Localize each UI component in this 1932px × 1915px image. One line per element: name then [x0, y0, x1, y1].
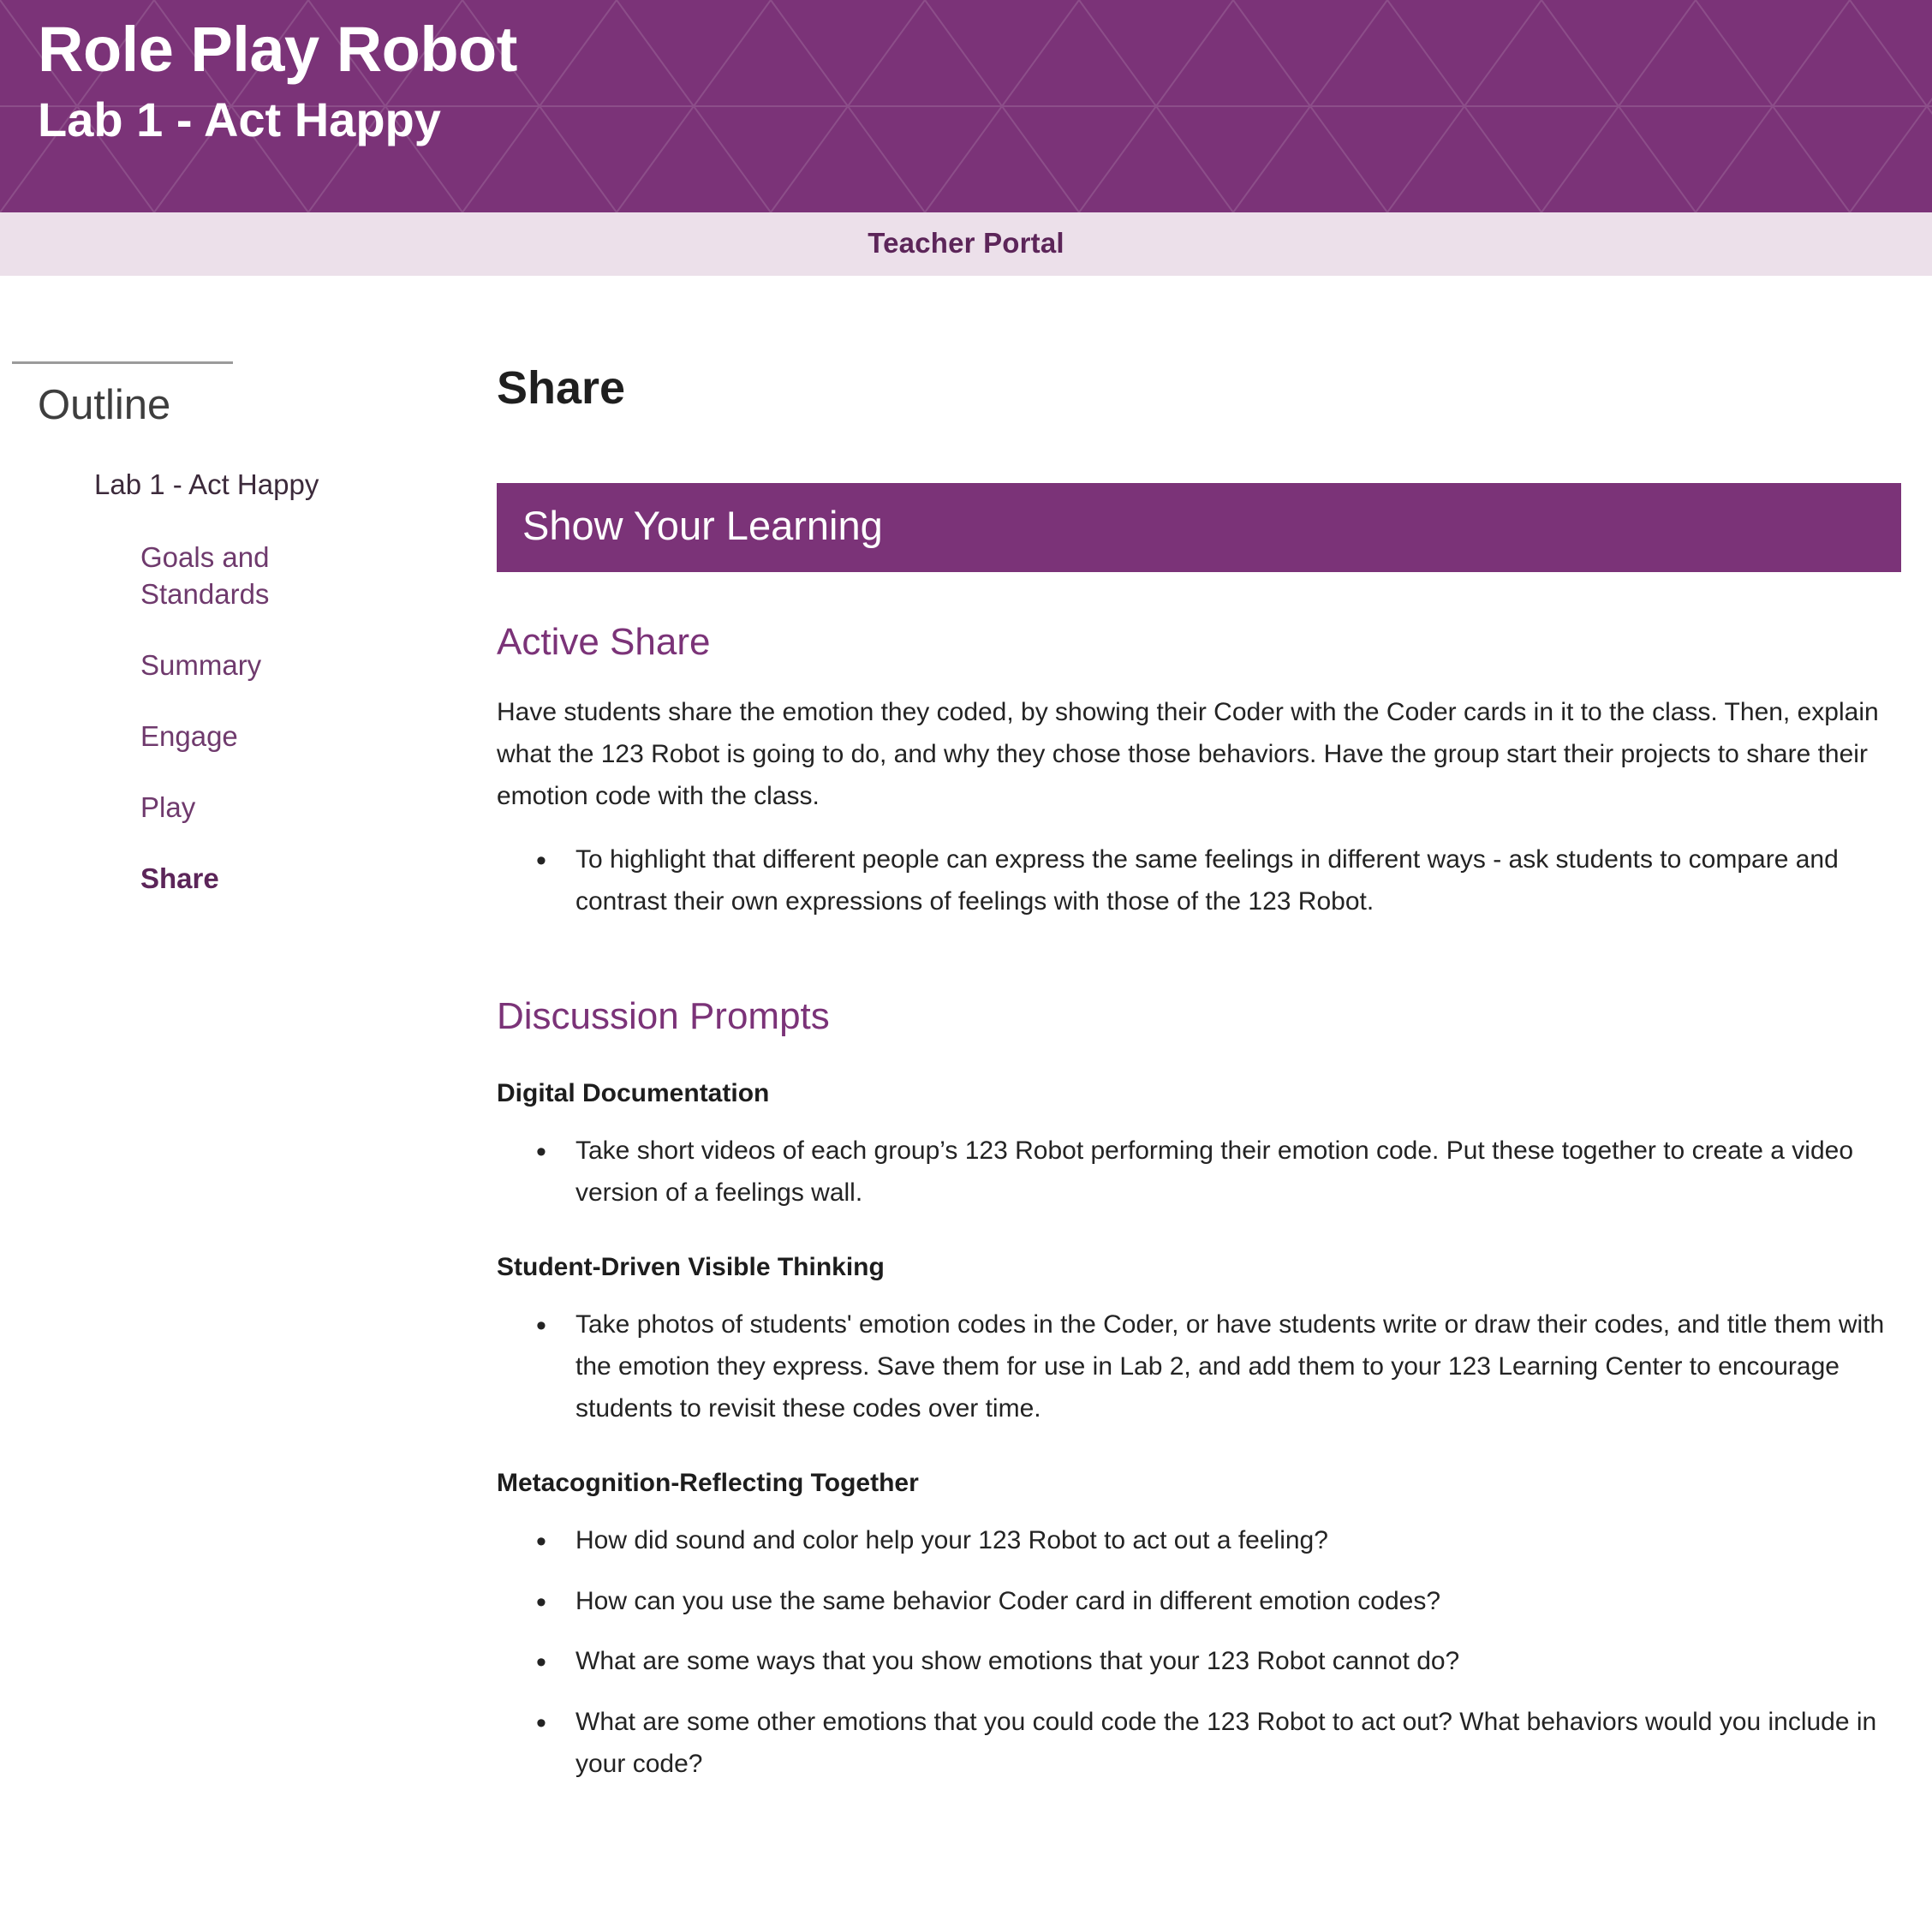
list-item: • Take short videos of each group’s 123 Robot performing their emotion code. Put these together to create a video version of a feelings wall.: [575, 1131, 1901, 1214]
list-item: • What are some ways that you show emotions that your 123 Robot cannot do?: [575, 1641, 1901, 1683]
active-share-paragraph: Have students share the emotion they coded, by showing their Coder with the Coder cards in it to the class. Then, explain what the 123 Robot is going to do, and why they chose those behaviors. Have the group start their projects to share their emotion code with the class.: [497, 698, 1879, 810]
sidebar-item-engage[interactable]: Engage: [140, 719, 238, 752]
prompt-group-student-driven-visible-thinking: [497, 1253, 1901, 1429]
list-item: • What are some other emotions that you could code the 123 Robot to act out? What behaviors would you include in your code?: [575, 1702, 1901, 1785]
active-share-heading: Active Share: [497, 620, 711, 663]
discussion-prompts-heading: Discussion Prompts: [497, 995, 830, 1038]
list-item: • How did sound and color help your 123 Robot to act out a feeling?: [575, 1520, 1901, 1562]
page-body: [0, 276, 1932, 1804]
prompt-subheading: Digital Documentation: [497, 1079, 770, 1108]
list-item: • To highlight that different people can express the same feelings in different ways - ask students to compare and contrast their own expressions of feelings with those of the 123 Robot.: [575, 839, 1901, 922]
sidebar-item-lab-1[interactable]: Lab 1 - Act Happy: [94, 468, 319, 500]
main-content: [497, 361, 1901, 1804]
list-item: • Take photos of students' emotion codes in the Coder, or have students write or draw their codes, and title them with the emotion they express. Save them for use in Lab 2, and add them to your 123 Learning Center to encourage students to revisit these codes over time.: [575, 1304, 1901, 1429]
page-header: [0, 0, 1932, 212]
outline-heading: Outline: [38, 382, 171, 428]
lab-subtitle: Lab 1 - Act Happy: [38, 92, 441, 147]
sidebar-item-play[interactable]: Play: [140, 790, 196, 823]
outline-list: [12, 467, 497, 898]
prompt-bullets: [497, 1304, 1901, 1429]
sidebar-item-summary[interactable]: Summary: [140, 648, 262, 681]
list-item: • How can you use the same behavior Coder card in different emotion codes?: [575, 1581, 1901, 1623]
active-share-bullets: [497, 839, 1901, 922]
sidebar-item-goals-and-standards[interactable]: Goals and Standards: [140, 541, 270, 611]
prompt-group-digital-documentation: [497, 1079, 1901, 1214]
outline-sidebar: [0, 361, 497, 931]
content-title: Share: [497, 362, 626, 414]
prompt-subheading: Metacognition-Reflecting Together: [497, 1469, 919, 1498]
prompt-bullets: [497, 1131, 1901, 1214]
sidebar-item-share[interactable]: Share: [140, 862, 219, 894]
page-title: Role Play Robot: [38, 14, 517, 85]
prompt-subheading: Student-Driven Visible Thinking: [497, 1253, 885, 1282]
prompt-group-metacognition-reflecting-together: [497, 1469, 1901, 1785]
show-your-learning-banner: Show Your Learning: [497, 483, 1901, 572]
prompt-bullets: [497, 1520, 1901, 1785]
sidebar-divider: [12, 361, 233, 364]
teacher-portal-bar[interactable]: Teacher Portal: [0, 212, 1932, 276]
